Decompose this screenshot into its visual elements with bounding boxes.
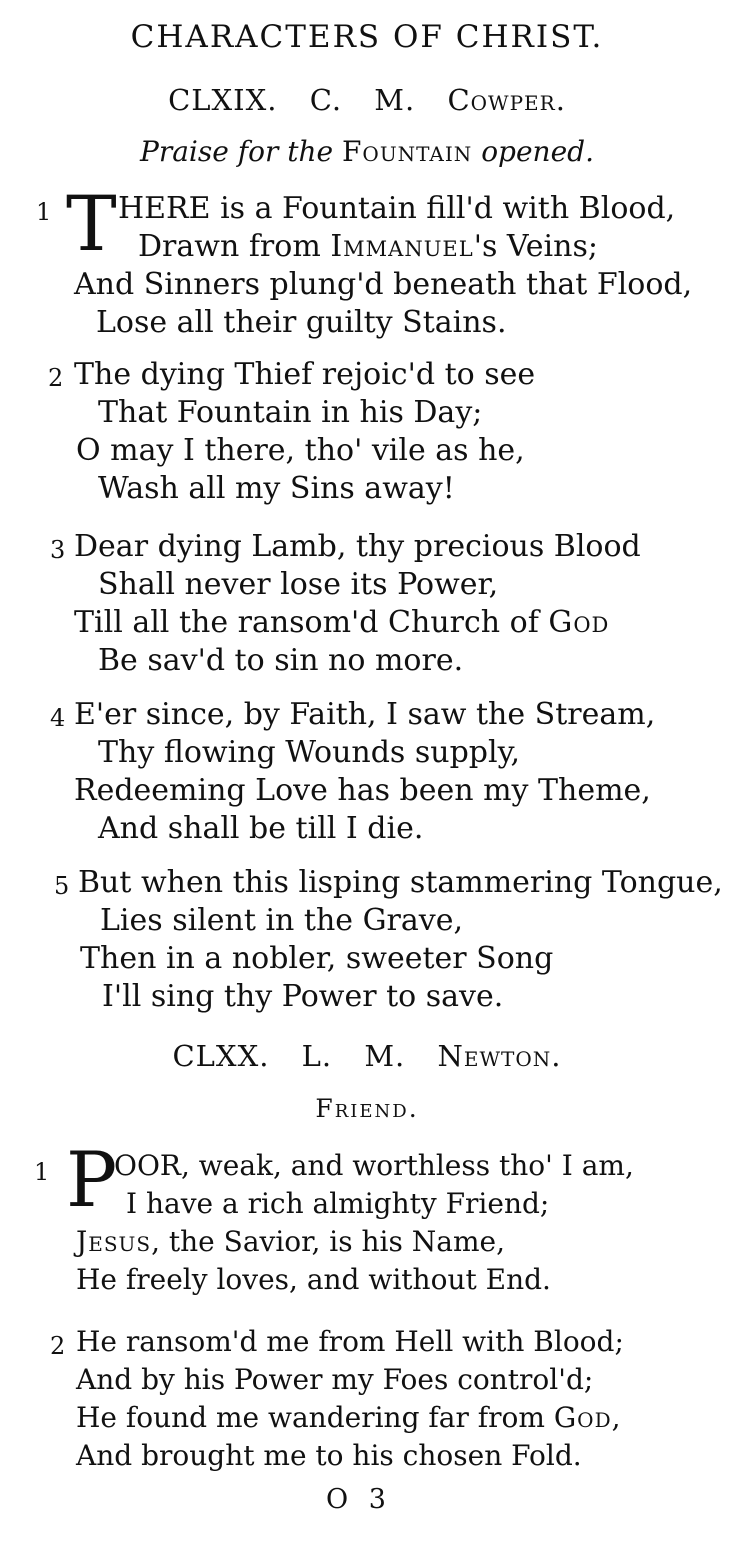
line-smallcaps: Immanuel [330,229,474,264]
verse-number: 5 [54,872,70,900]
verse-line: I have a rich almighty Friend; [126,1187,550,1220]
hymn-heading-170 [0,1039,734,1073]
line-text: 's Veins; [473,229,598,264]
hymn-meter: C. M. [309,83,416,117]
verse-number: 1 [34,1158,50,1186]
verse-line: Wash all my Sins away! [98,471,455,506]
verse-line: Redeeming Love has been my Theme, [74,773,651,808]
line-text: , [611,1401,621,1434]
verse-number: 2 [48,364,64,392]
verse-line [138,229,598,264]
verse-line: Dear dying Lamb, thy precious Blood [74,529,641,564]
verse-line: He freely loves, and without End. [76,1263,551,1296]
hymn-subtitle-169 [0,135,734,168]
verse-line: And by his Power my Foes control'd; [76,1363,594,1396]
subtitle-post: opened. [481,135,594,168]
verse-line: That Fountain in his Day; [98,395,483,430]
drop-cap: P [66,1135,118,1224]
verse-line: The dying Thief rejoic'd to see [74,357,536,392]
verse-line: HERE is a Fountain fill'd with Blood, [118,191,676,226]
verse-line: OOR, weak, and worthless tho' I am, [114,1149,634,1182]
hymn-heading-169 [0,83,734,117]
line-smallcaps: Jesus [76,1225,152,1258]
line-text: Drawn from [138,229,321,264]
line-smallcaps: God [548,605,610,640]
line-text: He found me wandering far from [76,1401,545,1434]
verse-line [76,1401,621,1434]
verse-line: But when this lisping stammering Tongue, [78,865,723,900]
line-smallcaps: God [553,1401,612,1434]
verse-line: I'll sing thy Power to save. [102,979,504,1014]
running-head: CHARACTERS OF CHRIST. [130,19,604,55]
subtitle-pre: Praise for the [140,135,334,168]
verse-number: 1 [36,198,52,226]
line-text: Till all the ransom'd Church of [74,605,539,640]
line-text: , the Savior, is his Name, [151,1225,505,1258]
verse-line [74,605,610,640]
verse-line: And shall be till I die. [98,811,424,846]
verse-number: 2 [50,1332,66,1360]
drop-cap: T [66,179,117,268]
hymn-number: CLXX. [172,1039,270,1073]
verse-number: 4 [50,704,66,732]
verse-line: Lies silent in the Grave, [100,903,464,938]
hymn-subtitle-170: Friend. [315,1094,419,1123]
hymn-number: CLXIX. [168,83,278,117]
hymn-author: Cowper. [447,83,566,117]
verse-line: E'er since, by Faith, I saw the Stream, [74,697,656,732]
verse-line: Thy flowing Wounds supply, [98,735,521,770]
verse-line: And Sinners plung'd beneath that Flood, [74,267,693,302]
verse-line: He ransom'd me from Hell with Blood; [76,1325,624,1358]
verse-line: And brought me to his chosen Fold. [76,1439,582,1472]
verse-line: Lose all their guilty Stains. [96,305,507,340]
verse-number: 3 [50,536,66,564]
subtitle-smallcaps: Fountain [342,135,473,168]
hymn-author: Newton. [437,1039,562,1073]
signature-mark: O 3 [326,1484,392,1515]
verse-line: Then in a nobler, sweeter Song [80,941,554,976]
verse-line: Shall never lose its Power, [98,567,499,602]
hymn-meter: L. M. [301,1039,406,1073]
verse-line [76,1225,505,1258]
verse-line: O may I there, tho' vile as he, [76,433,525,468]
verse-line: Be sav'd to sin no more. [98,643,464,678]
